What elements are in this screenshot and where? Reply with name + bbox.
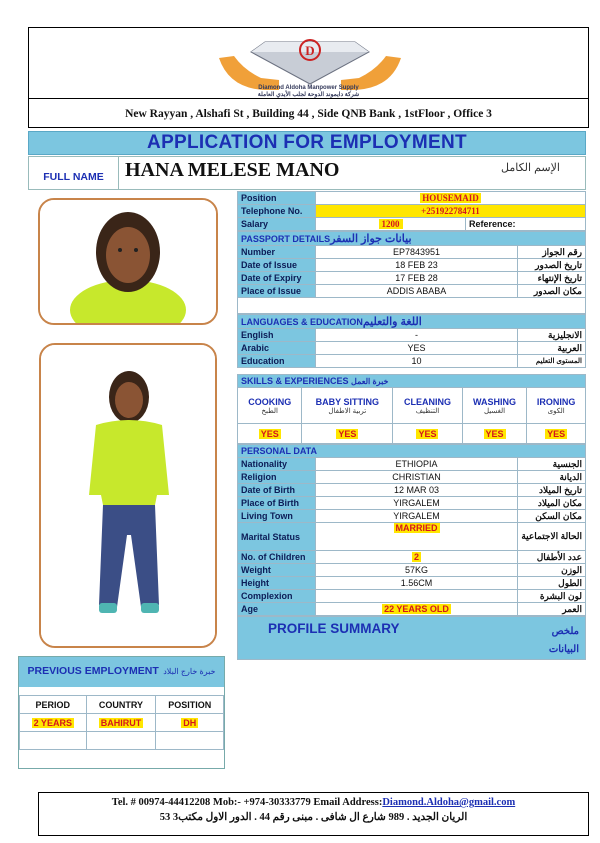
personal-table — [237, 444, 586, 616]
letterhead — [28, 27, 589, 128]
telephone-label: Telephone No. — [238, 205, 316, 218]
place-of-issue-label: Place of Issue — [238, 285, 316, 298]
applicant-data — [237, 191, 586, 660]
skill-cooking-value — [238, 424, 302, 444]
footer-address-ar: 53 الريان الجديد . 989 شارع ال شافى . مبنى رقم 44 . الدور الاول مكتب3 — [159, 812, 468, 823]
skill-baby-sitting-value — [302, 424, 393, 444]
email-link[interactable]: Diamond.Aldoha@gmail.com — [382, 797, 516, 808]
telephone-value: +251922784711 — [316, 205, 586, 218]
empty-cell — [20, 732, 87, 750]
portrait-person-icon — [40, 200, 216, 323]
expiry-date-ar: تاريخ الإنتهاء — [518, 272, 586, 285]
full-name-label: FULL NAME — [29, 157, 119, 189]
skill-ironing-ar: الكوى — [547, 407, 565, 415]
previous-employment-header — [19, 657, 224, 687]
previous-employment-title: PREVIOUS EMPLOYMENT — [27, 665, 159, 677]
previous-employment-title-ar: خبرة خارج البلاد — [163, 667, 216, 676]
skill-cooking-label: COOKING — [248, 396, 292, 407]
salary-text: 1200 — [379, 219, 403, 229]
passport-title-ar: بيانات جواز السفر — [330, 233, 412, 245]
dob-ar: تاريخ الميلاد — [518, 484, 586, 497]
skill-baby-sitting-label: BABY SITTING — [315, 396, 379, 407]
complexion-label: Complexion — [238, 590, 316, 603]
place-of-birth-label: Place of Birth — [238, 497, 316, 510]
arabic-ar: العربية — [518, 342, 586, 355]
place-of-birth-ar: مكان الميلاد — [518, 497, 586, 510]
marital-status-label: Marital Status — [238, 523, 316, 551]
skill-ironing-yes: YES — [547, 428, 566, 439]
full-name-value: HANA MELESE MANO — [125, 159, 340, 181]
passport-number-value: EP7843951 — [316, 246, 518, 259]
marital-status-value — [316, 523, 518, 551]
position-text-prev: DH — [183, 717, 197, 728]
personal-section-header: PERSONAL DATA — [238, 445, 586, 458]
languages-section-header — [238, 315, 586, 329]
dob-value: 12 MAR 03 — [316, 484, 518, 497]
issue-date-label: Date of Issue — [238, 259, 316, 272]
skill-ironing-label: IRONING — [536, 396, 576, 407]
skills-title: SKILLS & EXPERIENCES — [241, 376, 349, 386]
job-table — [237, 191, 586, 231]
skills-title-ar: خبرة العمل — [351, 377, 389, 386]
skill-washing-yes: YES — [485, 428, 504, 439]
skill-washing-value — [462, 424, 526, 444]
logo-letter: D — [305, 43, 315, 58]
page-title: APPLICATION FOR EMPLOYMENT — [28, 131, 586, 155]
children-ar: عدد الأطفال — [518, 551, 586, 564]
full-name-label-ar: الإسم الكامل — [501, 162, 560, 174]
salary-value — [316, 218, 466, 231]
skill-cleaning — [393, 388, 463, 424]
nationality-ar: الجنسية — [518, 458, 586, 471]
living-town-label: Living Town — [238, 510, 316, 523]
children-label: No. of Children — [238, 551, 316, 564]
height-label: Height — [238, 577, 316, 590]
reference-label: Reference: — [466, 218, 586, 231]
issue-date-ar: تاريخ الصدور — [518, 259, 586, 272]
marital-status-text: MARRIED — [395, 523, 438, 533]
expiry-date-value: 17 FEB 28 — [316, 272, 518, 285]
height-ar: الطول — [518, 577, 586, 590]
children-value — [316, 551, 518, 564]
education-value: 10 — [316, 355, 518, 368]
age-value — [316, 603, 518, 616]
arabic-value: YES — [316, 342, 518, 355]
passport-number-label: Number — [238, 246, 316, 259]
passport-number-ar: رقم الجواز — [518, 246, 586, 259]
passport-table — [237, 231, 586, 314]
portrait-photo — [38, 198, 218, 325]
issue-date-value: 18 FEB 23 — [316, 259, 518, 272]
empty-cell — [86, 732, 156, 750]
period-text: 2 YEARS — [33, 717, 72, 728]
position-header: POSITION — [156, 696, 224, 714]
skill-baby-sitting-ar: تربية الاطفال — [328, 407, 367, 415]
spacer — [238, 298, 586, 314]
living-town-ar: مكان السكن — [518, 510, 586, 523]
skill-baby-sitting-yes: YES — [338, 428, 357, 439]
dob-label: Date of Birth — [238, 484, 316, 497]
nationality-value: ETHIOPIA — [316, 458, 518, 471]
salary-label: Salary — [238, 218, 316, 231]
age-label: Age — [238, 603, 316, 616]
english-ar: الانجليزية — [518, 329, 586, 342]
languages-table — [237, 314, 586, 368]
profile-summary — [237, 616, 586, 660]
skill-cooking — [238, 388, 302, 424]
complexion-ar: لون البشرة — [518, 590, 586, 603]
marital-status-ar: الحالة الاجتماعية — [518, 523, 586, 551]
skill-cleaning-value — [393, 424, 463, 444]
height-value: 1.56CM — [316, 577, 518, 590]
previous-employment — [18, 656, 225, 769]
country-text: BAHIRUT — [100, 717, 142, 728]
skill-cooking-ar: الطبخ — [261, 407, 278, 415]
skills-table — [237, 374, 586, 444]
languages-title-ar: اللغة والتعليم — [362, 316, 422, 328]
skill-ironing-value — [527, 424, 586, 444]
passport-title: PASSPORT DETAILS — [241, 234, 331, 244]
skill-baby-sitting — [302, 388, 393, 424]
place-of-issue-ar: مكان الصدور — [518, 285, 586, 298]
religion-label: Religion — [238, 471, 316, 484]
expiry-date-label: Date of Expiry — [238, 272, 316, 285]
living-town-value: YIRGALEM — [316, 510, 518, 523]
skill-cleaning-ar: التنظيف — [415, 407, 440, 415]
period-value — [20, 714, 87, 732]
position-label: Position — [238, 192, 316, 205]
position-value — [316, 192, 586, 205]
empty-cell — [156, 732, 224, 750]
footer-line-1 — [39, 797, 588, 808]
weight-value: 57KG — [316, 564, 518, 577]
company-logo — [29, 28, 588, 98]
full-name-row — [28, 156, 586, 190]
previous-employment-table — [19, 695, 224, 750]
company-name-ar: شركة دايموند الدوحة لجلب الأيدي العاملة — [257, 92, 360, 98]
education-label: Education — [238, 355, 316, 368]
company-address: New Rayyan , Alshafi St , Building 44 , Side QNB Bank , 1stFloor , Office 3 — [29, 98, 588, 128]
skill-ironing — [527, 388, 586, 424]
passport-section-header — [238, 232, 586, 246]
profile-summary-title: PROFILE SUMMARY — [268, 621, 400, 636]
full-body-photo — [39, 343, 217, 648]
religion-value: CHRISTIAN — [316, 471, 518, 484]
skill-cooking-yes: YES — [260, 428, 279, 439]
skills-section-header — [238, 375, 586, 388]
skill-cleaning-yes: YES — [418, 428, 437, 439]
footer-phones: Tel. # 00974-44412208 Mob:- +974-30333779 Email Address: — [111, 797, 383, 808]
period-header: PERIOD — [20, 696, 87, 714]
complexion-value — [316, 590, 518, 603]
arabic-label: Arabic — [238, 342, 316, 355]
place-of-birth-value: YIRGALEM — [316, 497, 518, 510]
skill-washing-label: WASHING — [473, 396, 517, 407]
footer-contact — [38, 792, 589, 836]
position-value-prev — [156, 714, 224, 732]
education-ar: المستوى التعليم — [518, 355, 586, 368]
nationality-label: Nationality — [238, 458, 316, 471]
languages-title: LANGUAGES & EDUCATION — [241, 317, 363, 327]
skill-cleaning-label: CLEANING — [403, 396, 451, 407]
place-of-issue-value: ADDIS ABABA — [316, 285, 518, 298]
weight-label: Weight — [238, 564, 316, 577]
age-ar: العمر — [518, 603, 586, 616]
country-header: COUNTRY — [86, 696, 156, 714]
profile-summary-ar: ملخص البيانات — [548, 626, 579, 655]
age-text: 22 YEARS OLD — [384, 604, 449, 614]
skill-washing — [462, 388, 526, 424]
english-label: English — [238, 329, 316, 342]
full-body-person-icon — [41, 345, 215, 646]
weight-ar: الوزن — [518, 564, 586, 577]
position-text: HOUSEMAID — [422, 193, 479, 203]
religion-ar: الديانة — [518, 471, 586, 484]
company-name-en: Diamond Aldoha Manpower Supply — [258, 85, 359, 91]
children-text: 2 — [413, 552, 419, 562]
country-value — [86, 714, 156, 732]
skill-washing-ar: الغسيل — [483, 407, 506, 415]
english-value: - — [316, 329, 518, 342]
